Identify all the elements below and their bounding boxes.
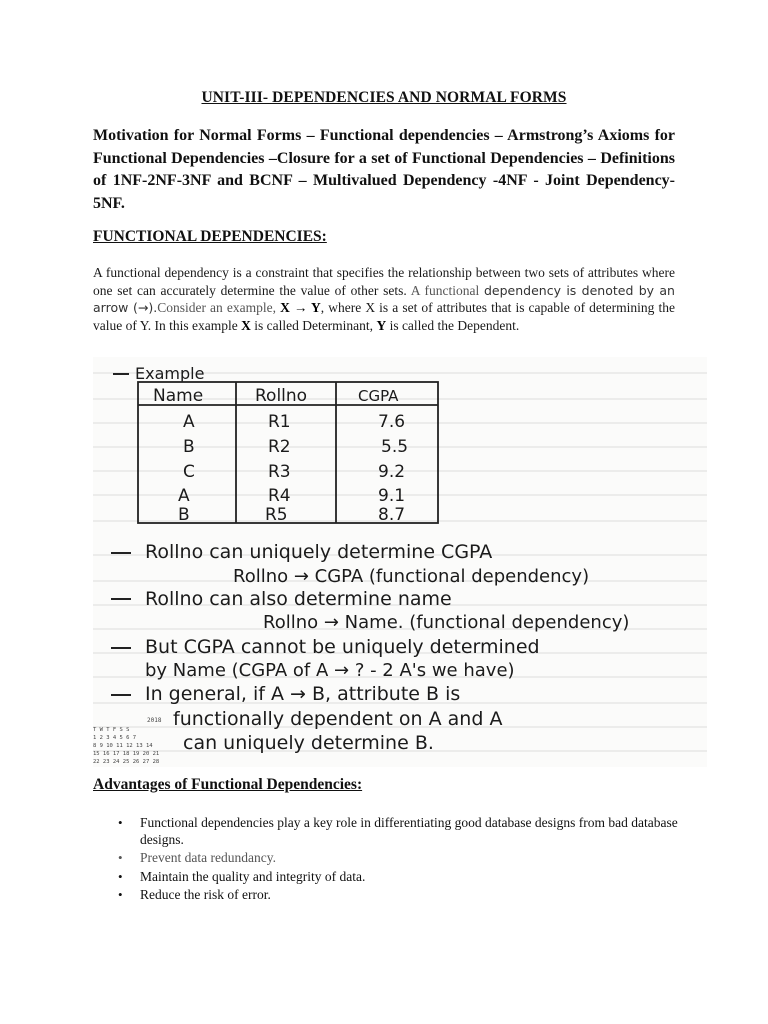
para-part: A functional dependency is a constraint that specifies the relationship between two sets of attributes where one set can accurately determine the value of other sets.: [93, 265, 675, 298]
bullet-icon: •: [118, 815, 123, 830]
table-cell: A: [178, 486, 190, 506]
table-cell: 5.5: [381, 437, 409, 457]
para-part-handwritten: dependency is denoted by an arrow (→).: [93, 282, 675, 315]
note-line: But CGPA cannot be uniquely determined: [145, 636, 540, 658]
table-cell: B: [178, 505, 190, 525]
list-item: [118, 887, 678, 904]
section-heading-functional-dependencies: FUNCTIONAL DEPENDENCIES:: [93, 228, 327, 245]
table-header-rollno: Rollno: [255, 386, 308, 406]
list-item-text: Functional dependencies play a key role in differentiating good database designs from bad database designs.: [140, 815, 678, 847]
para-part-bold: X: [241, 317, 251, 333]
para-part: is called the Dependent.: [386, 317, 520, 333]
para-part: A functional: [406, 282, 480, 298]
calendar-row: 8 9 10 11 12 13 14: [93, 743, 153, 749]
note-line: Rollno → Name. (functional dependency): [263, 612, 630, 633]
calendar-row: 22 23 24 25 26 27 28: [93, 759, 160, 765]
bullet-icon: •: [118, 868, 123, 884]
para-part: Consider an example,: [157, 300, 281, 315]
table-header-name: Name: [153, 386, 204, 406]
calendar-row: 15 16 17 18 19 20 21: [93, 751, 160, 757]
list-item: [118, 815, 678, 848]
definition-paragraph: [93, 264, 675, 334]
calendar-header: T W T F S S: [93, 727, 130, 733]
note-line: by Name (CGPA of A → ? - 2 A's we have): [145, 660, 515, 681]
para-part-bold: Y: [376, 317, 387, 333]
note-line: can uniquely determine B.: [183, 732, 434, 754]
section-heading-advantages: Advantages of Functional Dependencies:: [93, 776, 363, 793]
calendar-row: 1 2 3 4 5 6 7: [93, 735, 137, 741]
list-item-text: Maintain the quality and integrity of data.: [140, 868, 366, 884]
list-item: [118, 850, 678, 867]
table-cell: R1: [268, 412, 291, 432]
para-part: , where X is a set of attributes that is capable of determining the value of Y. In this example: [93, 300, 676, 333]
calendar-corner: [93, 717, 162, 765]
notebook-svg: [93, 357, 707, 767]
table-cell: 9.2: [378, 462, 406, 482]
table-cell: 8.7: [378, 505, 406, 525]
table-cell: R3: [268, 462, 291, 482]
advantages-list: [118, 815, 678, 906]
table-cell: A: [183, 412, 195, 432]
list-item: [118, 869, 678, 886]
para-part: is called Determinant,: [250, 317, 377, 333]
unit-topics-intro: Motivation for Normal Forms – Functional dependencies – Armstrong’s Axioms for Functional Dependencies –Closure for a set of Functional Dependencies – Definitions of 1NF-2NF-3NF and BCNF – Multivalued Dependency -4NF - Joint Dependency- 5NF.: [93, 127, 675, 212]
bullet-icon: •: [118, 850, 123, 865]
list-item-text: Prevent data redundancy.: [140, 850, 276, 865]
para-part-bold: X → Y: [280, 300, 321, 315]
note-line: Rollno can uniquely determine CGPA: [145, 541, 493, 563]
note-line: Rollno can also determine name: [145, 588, 452, 610]
table-cell: 9.1: [378, 486, 406, 506]
bullet-icon: •: [118, 887, 123, 902]
table-cell: C: [183, 462, 195, 482]
note-line: functionally dependent on A and A: [173, 708, 503, 730]
calendar-year: 2018: [147, 717, 162, 724]
list-item-text: Reduce the risk of error.: [140, 887, 271, 902]
table-cell: 7.6: [378, 412, 406, 432]
note-line: In general, if A → B, attribute B is: [145, 683, 461, 705]
table-cell: R5: [265, 505, 288, 525]
table-cell: R4: [268, 486, 291, 506]
handwritten-notebook-image: [93, 357, 707, 767]
table-cell: B: [183, 437, 195, 457]
unit-title: UNIT-III- DEPENDENCIES AND NORMAL FORMS: [201, 89, 567, 106]
note-line: Rollno → CGPA (functional dependency): [233, 566, 590, 587]
table-header-cgpa: CGPA: [358, 387, 399, 405]
example-label: Example: [135, 364, 205, 383]
table-cell: R2: [268, 437, 291, 457]
